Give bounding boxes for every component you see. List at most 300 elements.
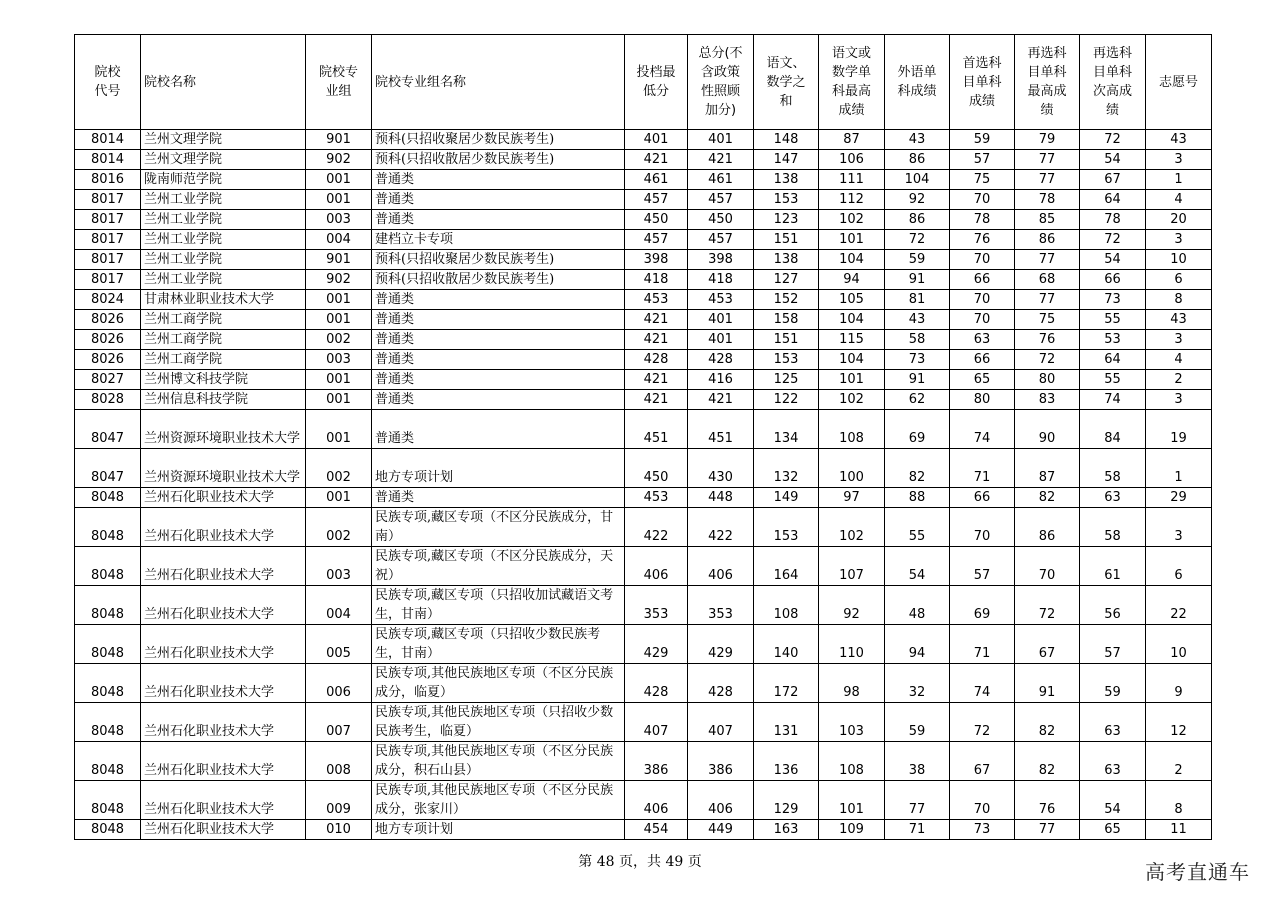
table-row xyxy=(75,449,1212,488)
cell-group-name: 普通类 xyxy=(372,488,625,508)
cell-total-score: 401 xyxy=(688,330,754,350)
cell-chinese-math-max: 105 xyxy=(819,290,885,310)
table-row xyxy=(75,230,1212,250)
cell-group-name: 民族专项,藏区专项（不区分民族成分，天祝） xyxy=(372,547,625,586)
cell-total-score: 421 xyxy=(688,390,754,410)
cell-total-score: 406 xyxy=(688,781,754,820)
cell-group-name: 预科(只招收聚居少数民族考生) xyxy=(372,130,625,150)
cell-group-code: 001 xyxy=(306,190,372,210)
cell-school-code: 8048 xyxy=(75,508,141,547)
cell-second-subject-next: 59 xyxy=(1080,664,1146,703)
cell-chinese-math-max: 87 xyxy=(819,130,885,150)
cell-first-subject: 74 xyxy=(950,664,1015,703)
cell-first-subject: 65 xyxy=(950,370,1015,390)
cell-school-code: 8028 xyxy=(75,390,141,410)
cell-foreign-language: 88 xyxy=(885,488,950,508)
col-header-min-score: 投档最 低分 xyxy=(625,35,688,130)
table-row xyxy=(75,150,1212,170)
cell-chinese-math-max: 104 xyxy=(819,250,885,270)
cell-first-subject: 75 xyxy=(950,170,1015,190)
cell-group-name: 民族专项,其他民族地区专项（不区分民族成分，张家川） xyxy=(372,781,625,820)
cell-chinese-math-sum: 151 xyxy=(754,330,819,350)
cell-chinese-math-sum: 138 xyxy=(754,250,819,270)
cell-preference-no: 29 xyxy=(1146,488,1212,508)
cell-chinese-math-sum: 151 xyxy=(754,230,819,250)
cell-chinese-math-max: 107 xyxy=(819,547,885,586)
cell-min-score: 422 xyxy=(625,508,688,547)
cell-min-score: 453 xyxy=(625,488,688,508)
table-row xyxy=(75,586,1212,625)
cell-first-subject: 57 xyxy=(950,150,1015,170)
cell-second-subject-next: 55 xyxy=(1080,310,1146,330)
cell-preference-no: 10 xyxy=(1146,625,1212,664)
cell-first-subject: 69 xyxy=(950,586,1015,625)
col-header-first-subject: 首选科 目单科 成绩 xyxy=(950,35,1015,130)
cell-second-subject-max: 75 xyxy=(1015,310,1080,330)
cell-preference-no: 11 xyxy=(1146,820,1212,840)
cell-foreign-language: 86 xyxy=(885,210,950,230)
cell-foreign-language: 32 xyxy=(885,664,950,703)
cell-second-subject-max: 90 xyxy=(1015,410,1080,449)
cell-preference-no: 12 xyxy=(1146,703,1212,742)
cell-first-subject: 71 xyxy=(950,625,1015,664)
cell-group-name: 普通类 xyxy=(372,330,625,350)
cell-chinese-math-max: 104 xyxy=(819,310,885,330)
cell-total-score: 428 xyxy=(688,664,754,703)
table-row xyxy=(75,488,1212,508)
cell-min-score: 353 xyxy=(625,586,688,625)
cell-group-name: 民族专项,其他民族地区专项（不区分民族成分，临夏） xyxy=(372,664,625,703)
cell-school-code: 8026 xyxy=(75,330,141,350)
cell-school-code: 8017 xyxy=(75,190,141,210)
cell-preference-no: 8 xyxy=(1146,781,1212,820)
cell-group-name: 预科(只招收散居少数民族考生) xyxy=(372,270,625,290)
cell-chinese-math-sum: 158 xyxy=(754,310,819,330)
admission-score-table xyxy=(74,34,1212,840)
cell-school-name: 兰州石化职业技术大学 xyxy=(141,488,306,508)
col-header-school-code: 院校 代号 xyxy=(75,35,141,130)
cell-chinese-math-max: 101 xyxy=(819,781,885,820)
cell-school-name: 兰州文理学院 xyxy=(141,150,306,170)
cell-chinese-math-max: 98 xyxy=(819,664,885,703)
cell-group-name: 普通类 xyxy=(372,410,625,449)
cell-second-subject-max: 79 xyxy=(1015,130,1080,150)
cell-second-subject-next: 54 xyxy=(1080,150,1146,170)
cell-group-code: 002 xyxy=(306,449,372,488)
cell-chinese-math-max: 103 xyxy=(819,703,885,742)
cell-foreign-language: 71 xyxy=(885,820,950,840)
cell-school-name: 兰州资源环境职业技术大学 xyxy=(141,410,306,449)
cell-second-subject-max: 86 xyxy=(1015,508,1080,547)
cell-preference-no: 4 xyxy=(1146,190,1212,210)
cell-group-name: 民族专项,藏区专项（只招收加试藏语文考生，甘南） xyxy=(372,586,625,625)
cell-preference-no: 19 xyxy=(1146,410,1212,449)
cell-foreign-language: 43 xyxy=(885,130,950,150)
cell-second-subject-max: 83 xyxy=(1015,390,1080,410)
cell-chinese-math-max: 102 xyxy=(819,390,885,410)
cell-school-code: 8048 xyxy=(75,820,141,840)
cell-preference-no: 10 xyxy=(1146,250,1212,270)
cell-second-subject-next: 72 xyxy=(1080,230,1146,250)
cell-min-score: 428 xyxy=(625,664,688,703)
col-header-total-score: 总分(不 含政策 性照顾 加分) xyxy=(688,35,754,130)
cell-preference-no: 2 xyxy=(1146,370,1212,390)
cell-foreign-language: 54 xyxy=(885,547,950,586)
cell-chinese-math-sum: 149 xyxy=(754,488,819,508)
cell-min-score: 451 xyxy=(625,410,688,449)
cell-group-name: 普通类 xyxy=(372,310,625,330)
cell-first-subject: 70 xyxy=(950,310,1015,330)
cell-second-subject-next: 53 xyxy=(1080,330,1146,350)
table-row xyxy=(75,350,1212,370)
cell-preference-no: 6 xyxy=(1146,547,1212,586)
cell-chinese-math-sum: 172 xyxy=(754,664,819,703)
cell-min-score: 457 xyxy=(625,230,688,250)
cell-group-code: 001 xyxy=(306,290,372,310)
cell-chinese-math-sum: 148 xyxy=(754,130,819,150)
cell-second-subject-next: 65 xyxy=(1080,820,1146,840)
cell-foreign-language: 94 xyxy=(885,625,950,664)
cell-min-score: 450 xyxy=(625,210,688,230)
cell-second-subject-next: 54 xyxy=(1080,250,1146,270)
cell-foreign-language: 81 xyxy=(885,290,950,310)
cell-group-code: 007 xyxy=(306,703,372,742)
cell-school-name: 陇南师范学院 xyxy=(141,170,306,190)
cell-first-subject: 66 xyxy=(950,270,1015,290)
table-row xyxy=(75,370,1212,390)
cell-second-subject-next: 74 xyxy=(1080,390,1146,410)
cell-chinese-math-sum: 153 xyxy=(754,350,819,370)
table-row xyxy=(75,547,1212,586)
cell-preference-no: 22 xyxy=(1146,586,1212,625)
cell-school-code: 8048 xyxy=(75,664,141,703)
cell-total-score: 428 xyxy=(688,350,754,370)
cell-school-name: 兰州工业学院 xyxy=(141,190,306,210)
cell-group-name: 普通类 xyxy=(372,170,625,190)
cell-second-subject-next: 84 xyxy=(1080,410,1146,449)
cell-second-subject-max: 77 xyxy=(1015,150,1080,170)
cell-second-subject-max: 76 xyxy=(1015,781,1080,820)
cell-chinese-math-max: 106 xyxy=(819,150,885,170)
table-row xyxy=(75,170,1212,190)
cell-second-subject-next: 54 xyxy=(1080,781,1146,820)
cell-school-code: 8017 xyxy=(75,270,141,290)
cell-school-name: 兰州文理学院 xyxy=(141,130,306,150)
cell-total-score: 353 xyxy=(688,586,754,625)
cell-min-score: 428 xyxy=(625,350,688,370)
cell-second-subject-max: 77 xyxy=(1015,290,1080,310)
cell-first-subject: 71 xyxy=(950,449,1015,488)
cell-preference-no: 6 xyxy=(1146,270,1212,290)
cell-school-name: 兰州石化职业技术大学 xyxy=(141,625,306,664)
cell-group-name: 民族专项,藏区专项（不区分民族成分，甘南） xyxy=(372,508,625,547)
cell-preference-no: 1 xyxy=(1146,170,1212,190)
table-row xyxy=(75,781,1212,820)
cell-min-score: 401 xyxy=(625,130,688,150)
cell-group-name: 民族专项,其他民族地区专项（不区分民族成分，积石山县） xyxy=(372,742,625,781)
cell-foreign-language: 69 xyxy=(885,410,950,449)
cell-school-code: 8017 xyxy=(75,250,141,270)
cell-school-code: 8048 xyxy=(75,586,141,625)
cell-total-score: 449 xyxy=(688,820,754,840)
cell-group-code: 002 xyxy=(306,330,372,350)
cell-total-score: 418 xyxy=(688,270,754,290)
cell-school-code: 8047 xyxy=(75,449,141,488)
cell-school-code: 8048 xyxy=(75,742,141,781)
cell-group-name: 普通类 xyxy=(372,350,625,370)
cell-school-name: 兰州工业学院 xyxy=(141,250,306,270)
cell-group-code: 006 xyxy=(306,664,372,703)
cell-group-code: 001 xyxy=(306,488,372,508)
cell-total-score: 401 xyxy=(688,130,754,150)
cell-school-name: 兰州石化职业技术大学 xyxy=(141,586,306,625)
cell-second-subject-next: 63 xyxy=(1080,488,1146,508)
cell-first-subject: 70 xyxy=(950,190,1015,210)
cell-group-name: 普通类 xyxy=(372,290,625,310)
cell-chinese-math-max: 111 xyxy=(819,170,885,190)
table-row xyxy=(75,130,1212,150)
cell-total-score: 416 xyxy=(688,370,754,390)
cell-min-score: 418 xyxy=(625,270,688,290)
table-row xyxy=(75,742,1212,781)
cell-total-score: 457 xyxy=(688,230,754,250)
cell-second-subject-next: 67 xyxy=(1080,170,1146,190)
cell-second-subject-max: 82 xyxy=(1015,488,1080,508)
cell-foreign-language: 77 xyxy=(885,781,950,820)
cell-chinese-math-sum: 163 xyxy=(754,820,819,840)
cell-second-subject-next: 63 xyxy=(1080,703,1146,742)
cell-second-subject-max: 70 xyxy=(1015,547,1080,586)
cell-second-subject-next: 64 xyxy=(1080,350,1146,370)
cell-min-score: 406 xyxy=(625,781,688,820)
cell-total-score: 386 xyxy=(688,742,754,781)
cell-preference-no: 9 xyxy=(1146,664,1212,703)
cell-chinese-math-sum: 164 xyxy=(754,547,819,586)
table-row xyxy=(75,270,1212,290)
cell-total-score: 450 xyxy=(688,210,754,230)
col-header-second-subject-max: 再选科 目单科 最高成 绩 xyxy=(1015,35,1080,130)
cell-chinese-math-max: 97 xyxy=(819,488,885,508)
cell-school-code: 8014 xyxy=(75,150,141,170)
cell-second-subject-next: 57 xyxy=(1080,625,1146,664)
cell-chinese-math-sum: 132 xyxy=(754,449,819,488)
cell-second-subject-max: 72 xyxy=(1015,586,1080,625)
cell-second-subject-max: 76 xyxy=(1015,330,1080,350)
cell-school-name: 兰州石化职业技术大学 xyxy=(141,547,306,586)
cell-foreign-language: 72 xyxy=(885,230,950,250)
cell-min-score: 450 xyxy=(625,449,688,488)
cell-first-subject: 80 xyxy=(950,390,1015,410)
table-row xyxy=(75,190,1212,210)
cell-first-subject: 63 xyxy=(950,330,1015,350)
cell-foreign-language: 62 xyxy=(885,390,950,410)
cell-group-name: 地方专项计划 xyxy=(372,820,625,840)
cell-chinese-math-sum: 108 xyxy=(754,586,819,625)
cell-group-code: 001 xyxy=(306,170,372,190)
cell-group-name: 预科(只招收聚居少数民族考生) xyxy=(372,250,625,270)
cell-school-code: 8017 xyxy=(75,210,141,230)
cell-foreign-language: 104 xyxy=(885,170,950,190)
cell-chinese-math-sum: 129 xyxy=(754,781,819,820)
cell-total-score: 461 xyxy=(688,170,754,190)
cell-preference-no: 3 xyxy=(1146,150,1212,170)
cell-second-subject-next: 73 xyxy=(1080,290,1146,310)
table-row xyxy=(75,330,1212,350)
cell-school-code: 8024 xyxy=(75,290,141,310)
cell-group-code: 001 xyxy=(306,410,372,449)
cell-school-name: 兰州工业学院 xyxy=(141,210,306,230)
cell-school-name: 兰州资源环境职业技术大学 xyxy=(141,449,306,488)
cell-first-subject: 70 xyxy=(950,781,1015,820)
cell-second-subject-max: 82 xyxy=(1015,703,1080,742)
cell-min-score: 421 xyxy=(625,370,688,390)
cell-preference-no: 43 xyxy=(1146,310,1212,330)
cell-group-code: 902 xyxy=(306,270,372,290)
cell-group-code: 005 xyxy=(306,625,372,664)
cell-group-code: 001 xyxy=(306,370,372,390)
cell-second-subject-next: 58 xyxy=(1080,449,1146,488)
cell-group-name: 预科(只招收散居少数民族考生) xyxy=(372,150,625,170)
col-header-group-code: 院校专 业组 xyxy=(306,35,372,130)
col-header-chinese-math-max: 语文或 数学单 科最高 成绩 xyxy=(819,35,885,130)
cell-group-code: 901 xyxy=(306,130,372,150)
cell-school-name: 兰州工商学院 xyxy=(141,310,306,330)
cell-chinese-math-max: 101 xyxy=(819,230,885,250)
cell-total-score: 453 xyxy=(688,290,754,310)
cell-school-code: 8016 xyxy=(75,170,141,190)
cell-preference-no: 20 xyxy=(1146,210,1212,230)
page-footer: 第 48 页，共 49 页 xyxy=(578,854,702,870)
cell-preference-no: 3 xyxy=(1146,390,1212,410)
cell-foreign-language: 86 xyxy=(885,150,950,170)
cell-chinese-math-sum: 134 xyxy=(754,410,819,449)
cell-school-code: 8017 xyxy=(75,230,141,250)
cell-foreign-language: 48 xyxy=(885,586,950,625)
cell-school-name: 兰州石化职业技术大学 xyxy=(141,742,306,781)
cell-second-subject-next: 55 xyxy=(1080,370,1146,390)
cell-group-code: 010 xyxy=(306,820,372,840)
cell-first-subject: 66 xyxy=(950,350,1015,370)
cell-second-subject-max: 77 xyxy=(1015,820,1080,840)
cell-chinese-math-sum: 127 xyxy=(754,270,819,290)
cell-school-name: 甘肃林业职业技术大学 xyxy=(141,290,306,310)
cell-total-score: 451 xyxy=(688,410,754,449)
cell-second-subject-max: 72 xyxy=(1015,350,1080,370)
cell-chinese-math-max: 112 xyxy=(819,190,885,210)
cell-group-name: 普通类 xyxy=(372,370,625,390)
cell-second-subject-max: 82 xyxy=(1015,742,1080,781)
cell-first-subject: 72 xyxy=(950,703,1015,742)
cell-group-name: 建档立卡专项 xyxy=(372,230,625,250)
cell-preference-no: 3 xyxy=(1146,230,1212,250)
cell-school-code: 8027 xyxy=(75,370,141,390)
cell-first-subject: 78 xyxy=(950,210,1015,230)
cell-second-subject-max: 77 xyxy=(1015,170,1080,190)
cell-min-score: 453 xyxy=(625,290,688,310)
cell-total-score: 401 xyxy=(688,310,754,330)
cell-second-subject-max: 77 xyxy=(1015,250,1080,270)
cell-group-code: 901 xyxy=(306,250,372,270)
cell-foreign-language: 38 xyxy=(885,742,950,781)
cell-second-subject-next: 66 xyxy=(1080,270,1146,290)
cell-school-name: 兰州工业学院 xyxy=(141,270,306,290)
cell-chinese-math-sum: 140 xyxy=(754,625,819,664)
cell-school-name: 兰州工业学院 xyxy=(141,230,306,250)
cell-chinese-math-sum: 153 xyxy=(754,190,819,210)
table-row xyxy=(75,310,1212,330)
table-row xyxy=(75,820,1212,840)
cell-preference-no: 8 xyxy=(1146,290,1212,310)
cell-second-subject-max: 86 xyxy=(1015,230,1080,250)
cell-first-subject: 57 xyxy=(950,547,1015,586)
cell-chinese-math-max: 92 xyxy=(819,586,885,625)
cell-school-name: 兰州工商学院 xyxy=(141,350,306,370)
cell-second-subject-max: 91 xyxy=(1015,664,1080,703)
cell-first-subject: 73 xyxy=(950,820,1015,840)
cell-group-code: 001 xyxy=(306,310,372,330)
cell-chinese-math-sum: 153 xyxy=(754,508,819,547)
col-header-preference-no: 志愿号 xyxy=(1146,35,1212,130)
cell-chinese-math-sum: 125 xyxy=(754,370,819,390)
cell-group-code: 004 xyxy=(306,230,372,250)
cell-first-subject: 76 xyxy=(950,230,1015,250)
cell-second-subject-next: 56 xyxy=(1080,586,1146,625)
cell-foreign-language: 82 xyxy=(885,449,950,488)
cell-second-subject-max: 85 xyxy=(1015,210,1080,230)
cell-group-code: 902 xyxy=(306,150,372,170)
cell-min-score: 386 xyxy=(625,742,688,781)
cell-chinese-math-sum: 136 xyxy=(754,742,819,781)
table-row xyxy=(75,210,1212,230)
cell-foreign-language: 55 xyxy=(885,508,950,547)
table-row xyxy=(75,703,1212,742)
cell-total-score: 457 xyxy=(688,190,754,210)
cell-group-code: 004 xyxy=(306,586,372,625)
cell-school-name: 兰州石化职业技术大学 xyxy=(141,703,306,742)
table-row xyxy=(75,410,1212,449)
cell-first-subject: 59 xyxy=(950,130,1015,150)
cell-school-name: 兰州信息科技学院 xyxy=(141,390,306,410)
cell-min-score: 398 xyxy=(625,250,688,270)
cell-chinese-math-max: 94 xyxy=(819,270,885,290)
table-row xyxy=(75,390,1212,410)
cell-total-score: 429 xyxy=(688,625,754,664)
table-row xyxy=(75,625,1212,664)
cell-second-subject-max: 68 xyxy=(1015,270,1080,290)
cell-group-name: 民族专项,藏区专项（只招收少数民族考生，甘南） xyxy=(372,625,625,664)
cell-school-name: 兰州石化职业技术大学 xyxy=(141,664,306,703)
cell-min-score: 421 xyxy=(625,310,688,330)
cell-second-subject-max: 87 xyxy=(1015,449,1080,488)
cell-foreign-language: 59 xyxy=(885,250,950,270)
cell-second-subject-next: 64 xyxy=(1080,190,1146,210)
cell-foreign-language: 91 xyxy=(885,270,950,290)
cell-chinese-math-sum: 147 xyxy=(754,150,819,170)
cell-chinese-math-max: 108 xyxy=(819,742,885,781)
cell-total-score: 422 xyxy=(688,508,754,547)
cell-group-code: 003 xyxy=(306,350,372,370)
table-row xyxy=(75,290,1212,310)
cell-second-subject-next: 61 xyxy=(1080,547,1146,586)
col-header-chinese-math-sum: 语文、 数学之 和 xyxy=(754,35,819,130)
cell-chinese-math-max: 108 xyxy=(819,410,885,449)
cell-group-code: 009 xyxy=(306,781,372,820)
cell-chinese-math-max: 102 xyxy=(819,210,885,230)
cell-total-score: 430 xyxy=(688,449,754,488)
cell-chinese-math-max: 102 xyxy=(819,508,885,547)
cell-foreign-language: 58 xyxy=(885,330,950,350)
cell-foreign-language: 43 xyxy=(885,310,950,330)
